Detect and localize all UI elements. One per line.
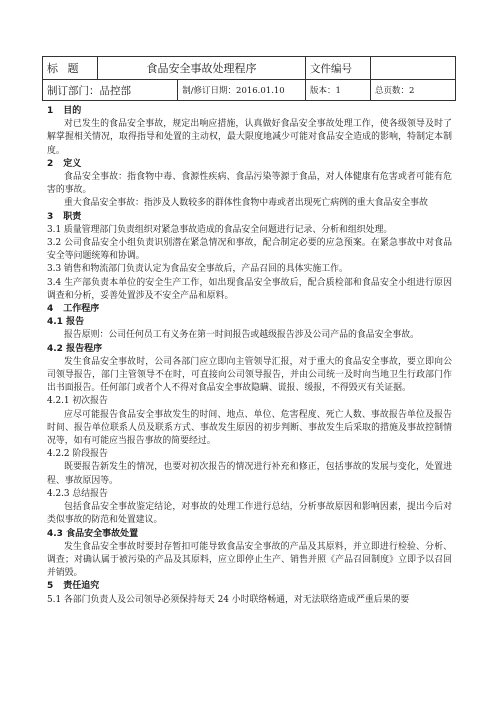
file-no-value (371, 57, 456, 80)
section-3-heading: 3 职责 (47, 211, 82, 222)
section-4-3-text: 发生食品安全事故时要封存暂扣可能导致食品安全事故的产品及其原料，并立即进行检验、分析、调查；对确认属于被污染的产品及其原料，应立即停止生产、销售并照《产品召回制度》立即予以召回并销毁。 (47, 541, 452, 579)
section-4-1-heading: 4.1 报告 (47, 317, 85, 328)
section-4-3-heading: 4.3 食品安全事故处置 (47, 528, 139, 539)
document-body (47, 105, 452, 607)
section-3-item-1: 3.1 质量管理部门负责组织对紧急事故造成的食品安全问题进行记录、分析和组织处理。 (47, 224, 393, 235)
section-4-2-1-heading: 4.2.1 初次报告 (47, 396, 108, 407)
date-cell: 制/修订日期：2016.01.10 (178, 80, 306, 101)
section-4-2-2-heading: 4.2.2 阶段报告 (47, 449, 108, 460)
dept-cell: 制订部门：品控部 (43, 80, 178, 101)
section-4-2-heading: 4.2 报告程序 (47, 343, 103, 354)
header-table (42, 56, 456, 101)
section-2-heading: 2 定义 (47, 158, 82, 169)
section-4-heading: 4 工作程序 (47, 304, 100, 315)
section-4-1-text: 报告原则：公司任何员工有义务在第一时间报告或越级报告涉及公司产品的食品安全事故。 (64, 330, 419, 341)
title-label: 标 题 (43, 57, 98, 80)
section-3-item-3: 3.3 销售和物流部门负责认定为食品安全事故后，产品召回的具体实施工作。 (47, 264, 348, 275)
file-no-label: 文件编号 (306, 57, 371, 80)
section-4-2-3-text: 包括食品安全事故鉴定结论，对事故的处理工作进行总结，分析事故原因和影响因素，提出今后对类似事故的防范和处置建议。 (47, 502, 452, 526)
section-2-text-2: 重大食品安全事故：指涉及人数较多的群体性食物中毒或者出现死亡病例的重大食品安全事故 (64, 198, 428, 209)
section-1-heading: 1 目的 (47, 106, 82, 116)
section-3-item-2: 3.2 公司食品安全小组负责识别潜在紧急情况和事故，配合制定必要的应急预案。在紧急事故中对食品安全等问题统筹和协调。 (47, 238, 452, 262)
section-5-item-1: 5.1 各部门负责人及公司领导必须保持每天 24 小时联络畅通，对无法联络造成严重后果的要 (47, 594, 410, 605)
section-4-2-3-heading: 4.2.3 总结报告 (47, 488, 108, 499)
version-cell: 版本：1 (306, 80, 371, 101)
section-1-text: 对已发生的食品安全事故，规定出响应措施，认真做好食品安全事故处理工作，使各级领导及时了解掌握相关情况，取得指导和处置的主动权，最大限度地减少可能对食品安全造成的影响，特制定本制度。 (47, 119, 452, 156)
pages-cell: 总页数：2 (371, 80, 456, 101)
section-5-heading: 5 责任追究 (47, 581, 100, 592)
section-4-2-text: 发生食品安全事故时，公司各部门应立即向主管领导汇报，对于重大的食品安全事故，要立即向公司领导报告，部门主管领导不在时，可直接向公司领导报告，并由公司统一及时向当地卫生行政部门作出书面报告。任何部门或者个人不得对食品安全事故隐瞒、谎报、缓报，不得毁灭有关证据。 (47, 356, 452, 394)
section-3-item-4: 3.4 生产部负责本单位的安全生产工作，如出现食品安全事故后，配合质检部和食品安全小组进行原因调查和分析，妥善处置涉及不安全产品和原料。 (47, 277, 452, 301)
section-2-text-1: 食品安全事故：指食物中毒、食源性疾病、食品污染等源于食品，对人体健康有危害或者可能有危害的事故。 (47, 172, 452, 196)
section-4-2-2-text: 既要报告新发生的情况，也要对初次报告的情况进行补充和修正，包括事故的发展与变化，处置进程、事故原因等。 (47, 462, 452, 486)
doc-title: 食品安全事故处理程序 (98, 57, 306, 80)
section-4-2-1-text: 应尽可能报告食品安全事故发生的时间、地点、单位、危害程度、死亡人数、事故报告单位及报告时间、报告单位联系人员及联系方式、事故发生原因的初步判断、事故发生后采取的措施及事故控制情况等，如有可能应当报告事故的简要经过。 (47, 409, 452, 447)
